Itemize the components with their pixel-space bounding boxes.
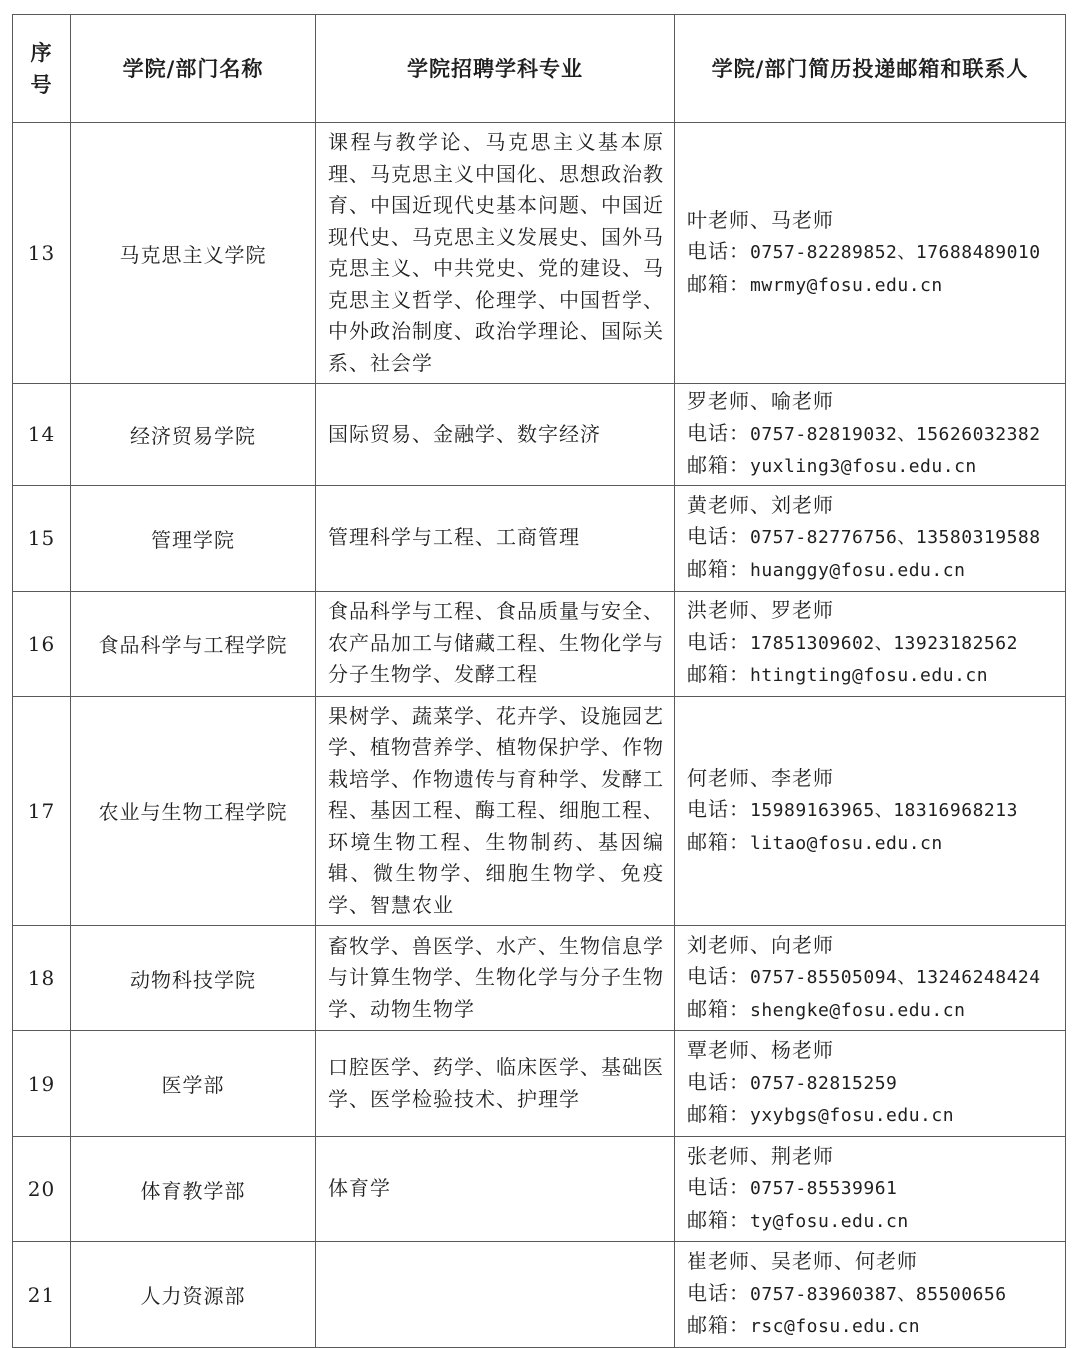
- phone-label: 电话：: [687, 524, 750, 549]
- recruit-majors-cell: [316, 1242, 675, 1348]
- contact-phone-line: [687, 627, 1059, 660]
- contact-email-line: [687, 1310, 1059, 1343]
- contact-block: [675, 928, 1065, 1029]
- contact-email-line: [687, 659, 1059, 692]
- row-number: 20: [13, 1137, 71, 1242]
- email-link[interactable]: yuxling3@fosu.edu.cn: [750, 456, 977, 477]
- recruit-majors-cell: [316, 696, 675, 926]
- table-row: [13, 1137, 1066, 1242]
- recruit-majors-cell: [316, 485, 675, 591]
- contact-phone-line: [687, 1067, 1059, 1100]
- recruit-majors: 课程与教学论、马克思主义基本原理、马克思主义中国化、思想政治教育、中国近现代史基本问题、中国近现代史、马克思主义发展史、国外马克思主义、中共党史、党的建设、马克思主义哲学、伦理学、中国哲学、中外政治制度、政治学理论、国际关系、社会学: [328, 130, 664, 375]
- contact-phone-line: [687, 1278, 1059, 1311]
- table-row: [13, 1031, 1066, 1137]
- phone-value: 0757-85539961: [750, 1178, 898, 1200]
- contact-cell: [675, 485, 1066, 591]
- email-link[interactable]: huanggy@fosu.edu.cn: [750, 559, 966, 581]
- table-row: [13, 591, 1066, 696]
- contact-people: 何老师、李老师: [687, 765, 834, 790]
- contact-people: 刘老师、向老师: [687, 932, 834, 957]
- phone-label: 电话：: [687, 964, 750, 989]
- department-name: 管理学院: [71, 485, 316, 591]
- header-contact: 学院/部门简历投递邮箱和联系人: [675, 15, 1066, 123]
- row-number: 21: [13, 1242, 71, 1348]
- table-row: [13, 696, 1066, 926]
- phone-value: 17851309602、13923182562: [750, 632, 1018, 654]
- row-number: 18: [13, 926, 71, 1031]
- table-row: [13, 384, 1066, 486]
- recruit-majors-cell: [316, 591, 675, 696]
- email-link[interactable]: litao@fosu.edu.cn: [750, 832, 943, 854]
- contact-cell: [675, 926, 1066, 1031]
- email-label: 邮箱：: [687, 662, 750, 687]
- department-name: 马克思主义学院: [71, 123, 316, 384]
- header-row: [13, 15, 1066, 123]
- contact-email-line: [687, 827, 1059, 860]
- recruit-majors: 口腔医学、药学、临床医学、基础医学、医学检验技术、护理学: [328, 1055, 664, 1111]
- email-label: 邮箱：: [687, 556, 750, 581]
- contact-email-line: [687, 1205, 1059, 1238]
- contact-phone-line: [687, 794, 1059, 827]
- email-label: 邮箱：: [687, 829, 750, 854]
- row-number: 16: [13, 591, 71, 696]
- email-label: 邮箱：: [687, 996, 750, 1021]
- department-name: 农业与生物工程学院: [71, 696, 316, 926]
- email-label: 邮箱：: [687, 271, 750, 296]
- department-name: 医学部: [71, 1031, 316, 1137]
- department-name: 经济贸易学院: [71, 384, 316, 486]
- header-no-text: 序号: [30, 39, 53, 97]
- recruit-majors-cell: [316, 1031, 675, 1137]
- email-label: 邮箱：: [687, 1207, 750, 1232]
- recruitment-table: [12, 14, 1066, 1348]
- contact-block: [675, 1244, 1065, 1345]
- phone-label: 电话：: [687, 1175, 750, 1200]
- contact-cell: [675, 123, 1066, 384]
- row-number: 17: [13, 696, 71, 926]
- recruit-majors: 畜牧学、兽医学、水产、生物信息学与计算生物学、生物化学与分子生物学、动物生物学: [328, 933, 664, 1021]
- contact-people: 罗老师、喻老师: [687, 389, 834, 413]
- recruit-majors-cell: [316, 1137, 675, 1242]
- recruit-majors: 体育学: [328, 1176, 391, 1201]
- department-name: 体育教学部: [71, 1137, 316, 1242]
- contact-people: 叶老师、马老师: [687, 207, 834, 232]
- recruit-majors: 管理科学与工程、工商管理: [328, 525, 580, 550]
- table-row: [13, 485, 1066, 591]
- contact-cell: [675, 384, 1066, 486]
- contact-block: [675, 761, 1065, 862]
- contact-email-line: [687, 450, 1059, 483]
- contact-people: 崔老师、吴老师、何老师: [687, 1249, 918, 1274]
- table-row: [13, 123, 1066, 384]
- contact-people: 黄老师、刘老师: [687, 492, 834, 517]
- phone-label: 电话：: [687, 629, 750, 654]
- contact-block: [675, 384, 1065, 485]
- email-link[interactable]: shengke@fosu.edu.cn: [750, 999, 966, 1021]
- phone-label: 电话：: [687, 1069, 750, 1094]
- contact-email-line: [687, 1099, 1059, 1132]
- email-link[interactable]: ty@fosu.edu.cn: [750, 1210, 909, 1232]
- table-row: [13, 1242, 1066, 1348]
- phone-value: 0757-82815259: [750, 1072, 898, 1094]
- phone-label: 电话：: [687, 239, 750, 264]
- email-link[interactable]: mwrmy@fosu.edu.cn: [750, 274, 943, 296]
- phone-value: 15989163965、18316968213: [750, 800, 1018, 821]
- phone-label: 电话：: [687, 420, 750, 445]
- contact-cell: [675, 696, 1066, 926]
- contact-people: 洪老师、罗老师: [687, 598, 834, 623]
- contact-block: [675, 1033, 1065, 1134]
- email-link[interactable]: yxybgs@fosu.edu.cn: [750, 1105, 955, 1127]
- department-name: 食品科学与工程学院: [71, 591, 316, 696]
- header-name: 学院/部门名称: [71, 15, 316, 123]
- contact-cell: [675, 1137, 1066, 1242]
- contact-email-line: [687, 994, 1059, 1027]
- recruit-majors-cell: [316, 123, 675, 384]
- contact-phone-line: [687, 961, 1059, 994]
- contact-email-line: [687, 554, 1059, 587]
- header-major: 学院招聘学科专业: [316, 15, 675, 123]
- phone-value: 0757-82819032、15626032382: [750, 423, 1041, 445]
- contact-people: 张老师、荆老师: [687, 1143, 834, 1168]
- contact-block: [675, 593, 1065, 694]
- phone-value: 0757-82289852、17688489010: [750, 242, 1041, 264]
- recruit-majors: [316, 1291, 674, 1299]
- contact-cell: [675, 1242, 1066, 1348]
- contact-phone-line: [687, 236, 1059, 269]
- contact-block: [675, 488, 1065, 589]
- recruit-majors-cell: [316, 384, 675, 486]
- phone-value: 0757-83960387、85500656: [750, 1283, 1007, 1305]
- email-link[interactable]: htingting@fosu.edu.cn: [750, 665, 989, 687]
- header-no: [13, 15, 71, 123]
- contact-block: [675, 1139, 1065, 1240]
- email-label: 邮箱：: [687, 453, 750, 477]
- recruit-majors: 国际贸易、金融学、数字经济: [328, 421, 601, 446]
- email-link[interactable]: rsc@fosu.edu.cn: [750, 1316, 921, 1338]
- contact-phone-line: [687, 1172, 1059, 1205]
- phone-label: 电话：: [687, 797, 750, 821]
- contact-people: 覃老师、杨老师: [687, 1038, 834, 1063]
- recruit-majors: 食品科学与工程、食品质量与安全、农产品加工与储藏工程、生物化学与分子生物学、发酵工程: [328, 599, 664, 687]
- contact-block: [675, 203, 1065, 304]
- recruit-majors-cell: [316, 926, 675, 1031]
- contact-cell: [675, 591, 1066, 696]
- department-name: 人力资源部: [71, 1242, 316, 1348]
- row-number: 14: [13, 384, 71, 486]
- email-label: 邮箱：: [687, 1102, 750, 1127]
- contact-cell: [675, 1031, 1066, 1137]
- department-name: 动物科技学院: [71, 926, 316, 1031]
- row-number: 13: [13, 123, 71, 384]
- recruit-majors: 果树学、蔬菜学、花卉学、设施园艺学、植物营养学、植物保护学、作物栽培学、作物遗传与育种学、发酵工程、基因工程、酶工程、细胞工程、环境生物工程、生物制药、基因编辑、微生物学、细胞生物学、免疫学、智慧农业: [328, 703, 664, 917]
- row-number: 19: [13, 1031, 71, 1137]
- email-label: 邮箱：: [687, 1313, 750, 1338]
- phone-value: 0757-85505094、13246248424: [750, 967, 1041, 989]
- table-body: [13, 123, 1066, 1348]
- contact-phone-line: [687, 521, 1059, 554]
- contact-email-line: [687, 269, 1059, 302]
- row-number: 15: [13, 485, 71, 591]
- contact-phone-line: [687, 418, 1059, 451]
- phone-value: 0757-82776756、13580319588: [750, 527, 1041, 549]
- table-row: [13, 926, 1066, 1031]
- phone-label: 电话：: [687, 1280, 750, 1305]
